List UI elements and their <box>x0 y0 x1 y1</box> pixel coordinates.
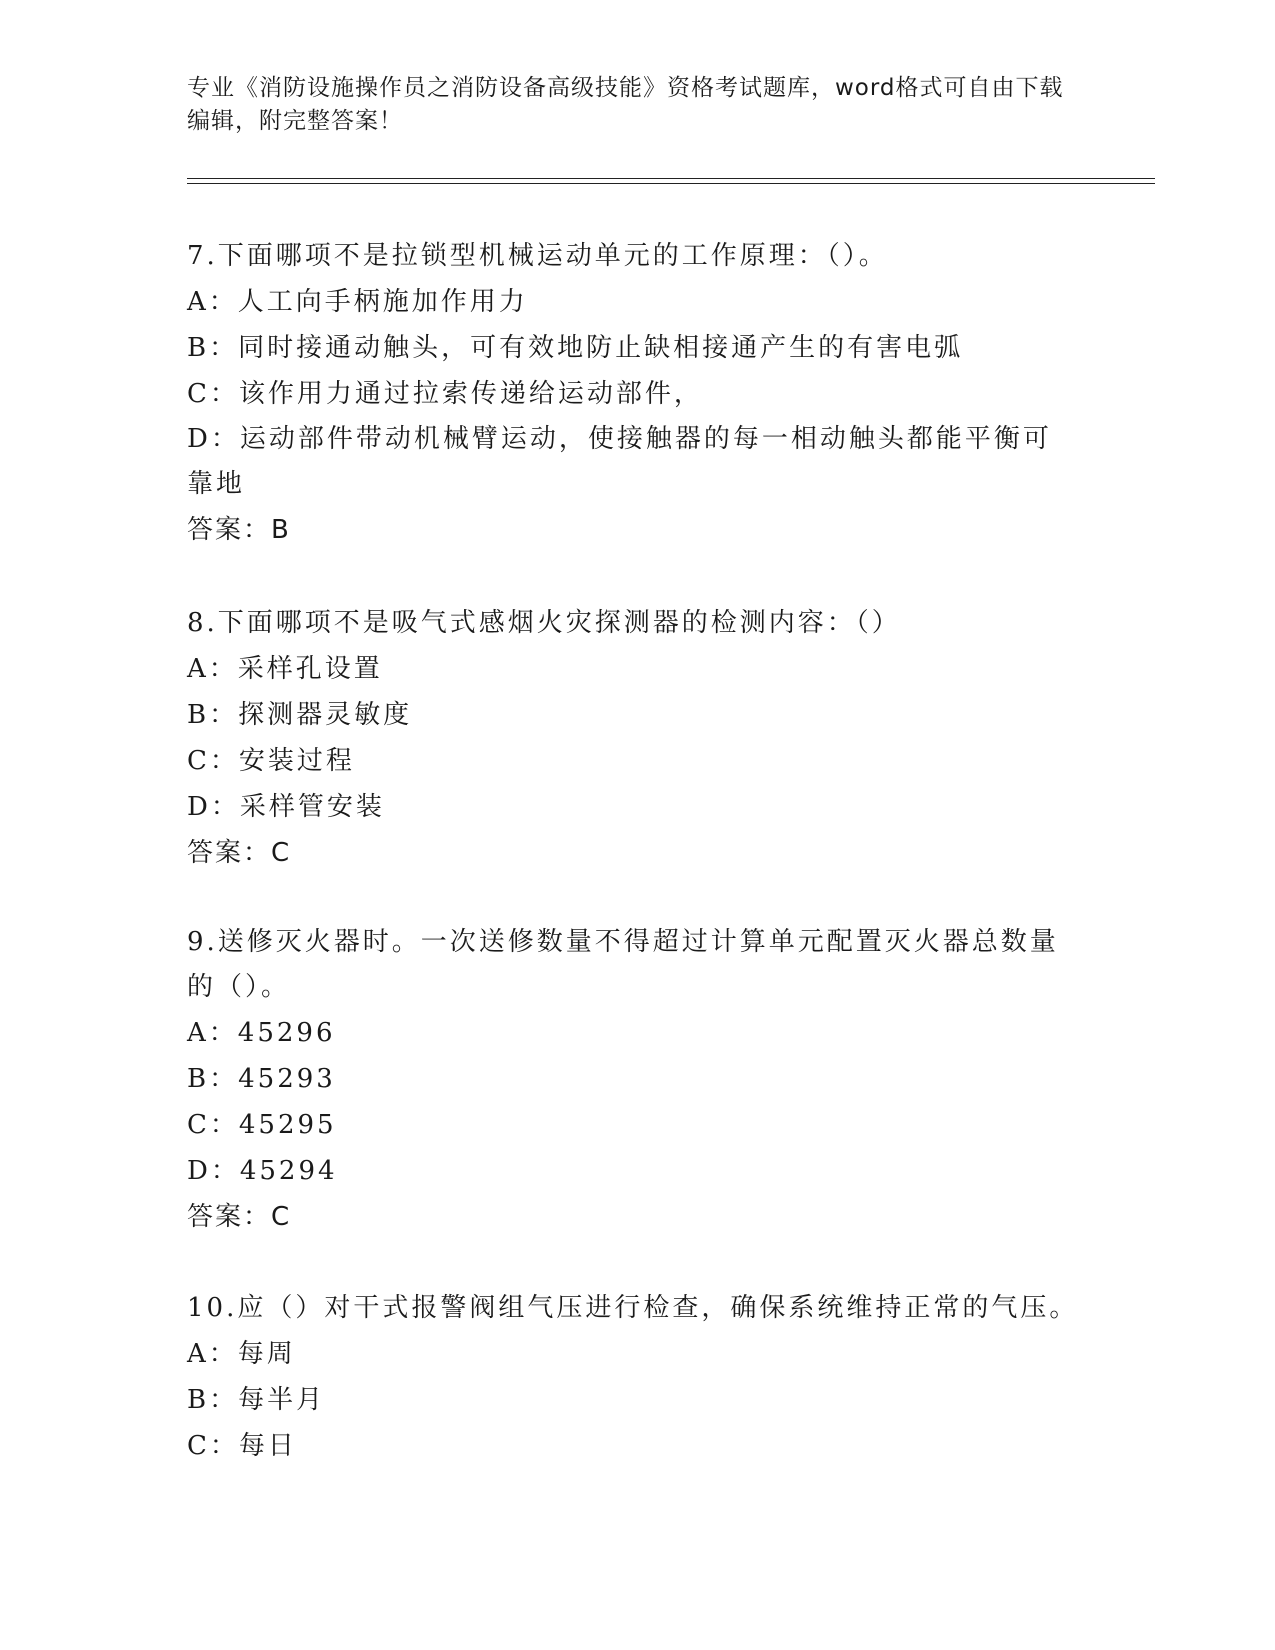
question-10 <box>187 1285 1087 1469</box>
option-b: B：45293 <box>187 1064 336 1094</box>
question-7 <box>187 233 1087 553</box>
option-b: B：探测器灵敏度 <box>187 700 413 730</box>
question-stem: 8.下面哪项不是吸气式感烟火灾探测器的检测内容：（） <box>187 608 901 638</box>
option-c: C：该作用力通过拉索传递给运动部件， <box>187 379 703 409</box>
document-header: 专业《消防设施操作员之消防设备高级技能》资格考试题库，word格式可自由下载编辑，附完整答案！ <box>187 75 1064 134</box>
option-b: B：每半月 <box>187 1385 326 1415</box>
option-c: C：45295 <box>187 1110 337 1140</box>
question-stem: 7.下面哪项不是拉锁型机械运动单元的工作原理：（）。 <box>187 241 888 271</box>
option-a: A：采样孔设置 <box>187 654 383 684</box>
question-stem: 9.送修灭火器时。一次送修数量不得超过计算单元配置灭火器总数量的（）。 <box>187 927 1059 1002</box>
question-9 <box>187 920 1087 1240</box>
answer: 答案：C <box>187 1202 292 1232</box>
option-d: D：采样管安装 <box>187 792 385 822</box>
option-b: B：同时接通动触头，可有效地防止缺相接通产生的有害电弧 <box>187 333 964 363</box>
question-8 <box>187 600 1087 876</box>
option-d: D：45294 <box>187 1156 338 1186</box>
answer: 答案：C <box>187 838 292 868</box>
option-a: A：人工向手柄施加作用力 <box>187 287 528 317</box>
question-stem: 10.应（）对干式报警阀组气压进行检查，确保系统维持正常的气压。 <box>187 1293 1079 1323</box>
header-divider-bottom <box>187 183 1155 184</box>
option-c: C：安装过程 <box>187 746 355 776</box>
option-c: C：每日 <box>187 1431 297 1461</box>
header-divider-top <box>187 178 1155 179</box>
option-a: A：45296 <box>187 1018 336 1048</box>
answer: 答案：B <box>187 515 291 545</box>
option-a: A：每周 <box>187 1339 296 1369</box>
option-d: D：运动部件带动机械臂运动，使接触器的每一相动触头都能平衡可靠地 <box>187 424 1052 499</box>
